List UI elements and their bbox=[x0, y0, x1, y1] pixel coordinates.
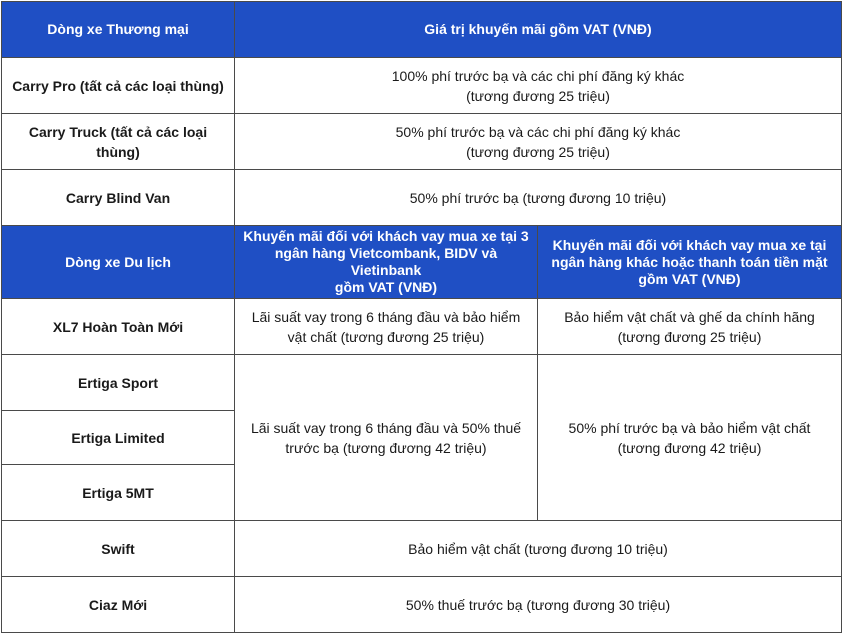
passenger-header-other bbox=[538, 226, 842, 299]
value-line: (tương đương 25 triệu) bbox=[617, 328, 762, 345]
model-name: XL7 Hoàn Toàn Mới bbox=[2, 299, 235, 355]
table-row bbox=[2, 355, 842, 411]
value-line: Lãi suất vay trong 6 tháng đầu và bảo hiểm bbox=[251, 308, 521, 325]
model-name: Ertiga 5MT bbox=[2, 465, 235, 521]
table-row bbox=[2, 299, 842, 355]
value-line: 50% phí trước bạ và bảo hiểm vật chất bbox=[568, 419, 811, 436]
value-line: Lãi suất vay trong 6 tháng đầu và 50% thuế bbox=[250, 419, 522, 436]
value-line: (tương đương 25 triệu) bbox=[466, 87, 610, 104]
passenger-header-row bbox=[2, 226, 842, 299]
header-line: gồm VAT (VNĐ) bbox=[638, 270, 741, 287]
header-line: Khuyến mãi đối với khách vay mua xe tại bbox=[552, 236, 827, 253]
bank-promotion-value bbox=[235, 299, 538, 355]
value-line: Bảo hiểm vật chất và ghế da chính hãng bbox=[564, 308, 815, 325]
other-promotion-value bbox=[538, 355, 842, 521]
model-name: Carry Truck (tất cả các loại thùng) bbox=[2, 114, 235, 170]
value-line: vật chất (tương đương 25 triệu) bbox=[287, 328, 485, 345]
passenger-header-bank bbox=[235, 226, 538, 299]
model-name: Ertiga Sport bbox=[2, 355, 235, 411]
commercial-header-row bbox=[2, 2, 842, 58]
bank-promotion-value bbox=[235, 355, 538, 521]
promotion-value: 50% phí trước bạ (tương đương 10 triệu) bbox=[235, 170, 842, 226]
promotion-table bbox=[1, 1, 842, 633]
value-line: 50% phí trước bạ và các chi phí đăng ký khác bbox=[395, 123, 681, 140]
table-row bbox=[2, 577, 842, 633]
header-line: ngân hàng khác hoặc thanh toán tiền mặt bbox=[551, 253, 828, 270]
table-row bbox=[2, 170, 842, 226]
header-line: ngân hàng Vietcombank, BIDV và Vietinbank bbox=[274, 245, 498, 278]
header-line: gồm VAT (VNĐ) bbox=[334, 279, 438, 295]
value-line: (tương đương 42 triệu) bbox=[617, 439, 762, 456]
other-promotion-value bbox=[538, 299, 842, 355]
value-line: (tương đương 25 triệu) bbox=[466, 143, 610, 160]
commercial-header-value: Giá trị khuyến mãi gồm VAT (VNĐ) bbox=[235, 2, 842, 58]
header-line: Khuyến mãi đối với khách vay mua xe tại 3 bbox=[243, 228, 529, 244]
promotion-value: 50% thuế trước bạ (tương đương 30 triệu) bbox=[235, 577, 842, 633]
model-name: Ertiga Limited bbox=[2, 411, 235, 465]
model-name: Swift bbox=[2, 521, 235, 577]
promotion-value bbox=[235, 114, 842, 170]
table-row bbox=[2, 58, 842, 114]
table-row bbox=[2, 114, 842, 170]
promotion-value bbox=[235, 58, 842, 114]
table-row bbox=[2, 521, 842, 577]
passenger-header-model: Dòng xe Du lịch bbox=[2, 226, 235, 299]
model-name: Ciaz Mới bbox=[2, 577, 235, 633]
commercial-header-model: Dòng xe Thương mại bbox=[2, 2, 235, 58]
value-line: 100% phí trước bạ và các chi phí đăng ký khác bbox=[391, 67, 685, 84]
promotion-value: Bảo hiểm vật chất (tương đương 10 triệu) bbox=[235, 521, 842, 577]
model-name: Carry Pro (tất cả các loại thùng) bbox=[2, 58, 235, 114]
model-name: Carry Blind Van bbox=[2, 170, 235, 226]
value-line: trước bạ (tương đương 42 triệu) bbox=[285, 439, 487, 456]
